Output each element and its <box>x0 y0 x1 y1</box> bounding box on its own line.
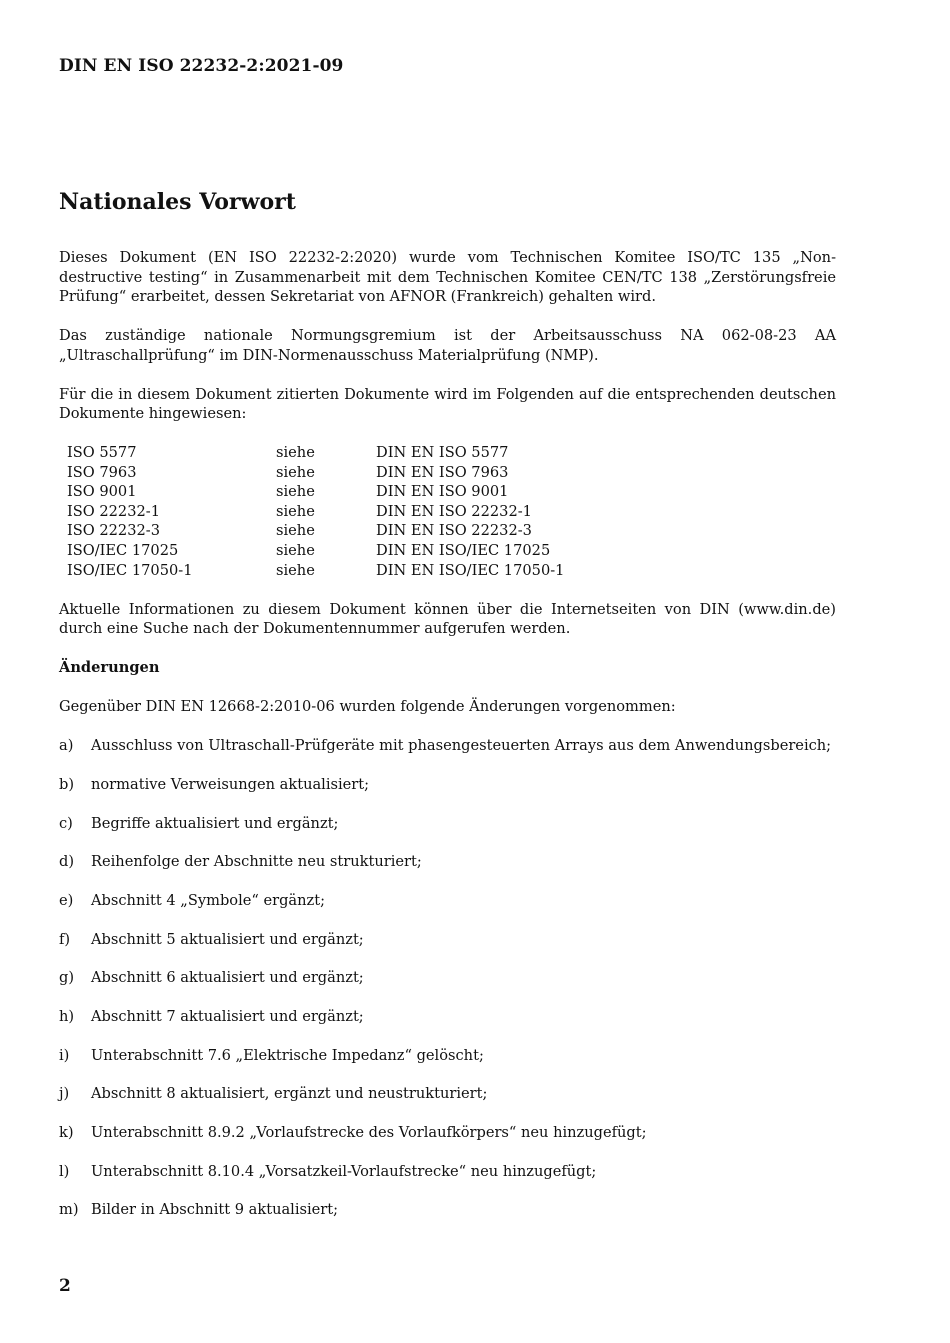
din-reference: DIN EN ISO 22232-1 <box>376 502 532 520</box>
iso-reference: ISO/IEC 17050-1 <box>67 561 193 579</box>
see-label: siehe <box>276 561 315 579</box>
list-item-text: Abschnitt 7 aktualisiert und ergänzt; <box>91 1007 364 1025</box>
list-item <box>59 775 836 795</box>
table-row <box>67 502 564 522</box>
list-item <box>59 1084 836 1104</box>
table-row <box>67 541 564 561</box>
din-reference: DIN EN ISO 7963 <box>376 463 509 481</box>
list-item <box>59 891 836 911</box>
list-item <box>59 1200 836 1220</box>
din-reference: DIN EN ISO 9001 <box>376 483 509 501</box>
document-id-header: DIN EN ISO 22232-2:2021-09 <box>59 56 344 76</box>
list-item-text: Ausschluss von Ultraschall-Prüfgeräte mit phasengesteuerten Arrays aus dem Anwendungsbereich; <box>91 737 832 755</box>
list-item <box>59 736 836 756</box>
list-item-label: i) <box>59 1046 70 1064</box>
list-item-label: e) <box>59 891 74 909</box>
reference-table <box>67 443 564 580</box>
page-content <box>59 186 836 1239</box>
list-item-label: c) <box>59 814 73 832</box>
table-row <box>67 463 564 483</box>
paragraph-committee: Dieses Dokument (EN ISO 22232-2:2020) wurde vom Technischen Komitee ISO/TC 135 „Non-destructive testing“ in Zusammenarbeit mit dem Technischen Komitee CEN/TC 138 „Zerstörungsfreie Prüfung“ erarbeitet, dessen Sekretariat von AFNOR (Frankreich) gehalten wird. <box>59 249 836 305</box>
din-reference: DIN EN ISO 22232-3 <box>376 522 532 540</box>
changes-heading: Änderungen <box>59 659 160 677</box>
iso-reference: ISO 5577 <box>67 444 137 461</box>
list-item <box>59 1162 836 1182</box>
iso-reference: ISO 7963 <box>67 463 137 481</box>
see-label: siehe <box>276 541 315 559</box>
list-item-text: Abschnitt 6 aktualisiert und ergänzt; <box>91 969 364 987</box>
list-item-label: b) <box>59 775 75 793</box>
iso-reference: ISO/IEC 17025 <box>67 541 179 559</box>
see-label: siehe <box>276 522 315 540</box>
paragraph-national-body: Das zuständige nationale Normungsgremium ist der Arbeitsausschuss NA 062-08-23 AA „Ultraschallprüfung“ im DIN-Normenausschuss Materialprüfung (NMP). <box>59 327 836 364</box>
see-label: siehe <box>276 463 315 481</box>
iso-reference: ISO 9001 <box>67 483 137 501</box>
din-reference: DIN EN ISO/IEC 17025 <box>376 541 551 559</box>
section-title: Nationales Vorwort <box>59 189 296 215</box>
list-item-text: Bilder in Abschnitt 9 aktualisiert; <box>91 1201 339 1219</box>
table-row <box>67 482 564 502</box>
list-item <box>59 814 836 834</box>
list-item <box>59 1046 836 1066</box>
list-item-text: Unterabschnitt 8.10.4 „Vorsatzkeil-Vorlaufstrecke“ neu hinzugefügt; <box>91 1162 597 1180</box>
paragraph-din-info: Aktuelle Informationen zu diesem Dokument können über die Internetseiten von DIN (www.din.de) durch eine Suche nach der Dokumentennummer aufgerufen werden. <box>59 600 836 638</box>
see-label: siehe <box>276 502 315 520</box>
list-item-text: Abschnitt 4 „Symbole“ ergänzt; <box>91 891 325 909</box>
list-item <box>59 1123 836 1143</box>
din-reference: DIN EN ISO/IEC 17050-1 <box>376 561 565 579</box>
changes-intro: Gegenüber DIN EN 12668-2:2010-06 wurden folgende Änderungen vorgenommen: <box>59 698 676 716</box>
list-item-text: Begriffe aktualisiert und ergänzt; <box>91 814 339 832</box>
paragraph-references-intro: Für die in diesem Dokument zitierten Dokumente wird im Folgenden auf die entsprechenden deutschen Dokumente hingewiesen: <box>59 385 836 422</box>
list-item <box>59 968 836 988</box>
list-item-label: k) <box>59 1124 74 1142</box>
list-item <box>59 1007 836 1027</box>
page-number: 2 <box>59 1276 71 1296</box>
list-item-text: Unterabschnitt 7.6 „Elektrische Impedanz“ gelöscht; <box>91 1046 484 1064</box>
list-item <box>59 930 836 950</box>
list-item-text: Reihenfolge der Abschnitte neu strukturiert; <box>91 853 422 871</box>
table-row <box>67 561 564 581</box>
see-label: siehe <box>276 444 315 461</box>
list-item <box>59 852 836 872</box>
list-item-label: a) <box>59 737 74 755</box>
list-item-text: Abschnitt 8 aktualisiert, ergänzt und neustrukturiert; <box>91 1085 488 1103</box>
list-item-label: j) <box>59 1085 70 1103</box>
din-reference: DIN EN ISO 5577 <box>376 444 509 461</box>
list-item-label: h) <box>59 1007 75 1025</box>
table-row <box>67 521 564 541</box>
iso-reference: ISO 22232-3 <box>67 522 161 540</box>
list-item-label: l) <box>59 1162 70 1180</box>
table-row <box>67 443 564 463</box>
list-item-label: f) <box>59 930 71 948</box>
list-item-label: d) <box>59 853 75 871</box>
list-item-text: normative Verweisungen aktualisiert; <box>91 775 370 793</box>
changes-list <box>59 736 836 1220</box>
see-label: siehe <box>276 483 315 501</box>
list-item-label: m) <box>59 1201 79 1219</box>
list-item-text: Abschnitt 5 aktualisiert und ergänzt; <box>91 930 364 948</box>
iso-reference: ISO 22232-1 <box>67 502 161 520</box>
list-item-label: g) <box>59 969 75 987</box>
list-item-text: Unterabschnitt 8.9.2 „Vorlaufstrecke des Vorlaufkörpers“ neu hinzugefügt; <box>91 1124 647 1142</box>
